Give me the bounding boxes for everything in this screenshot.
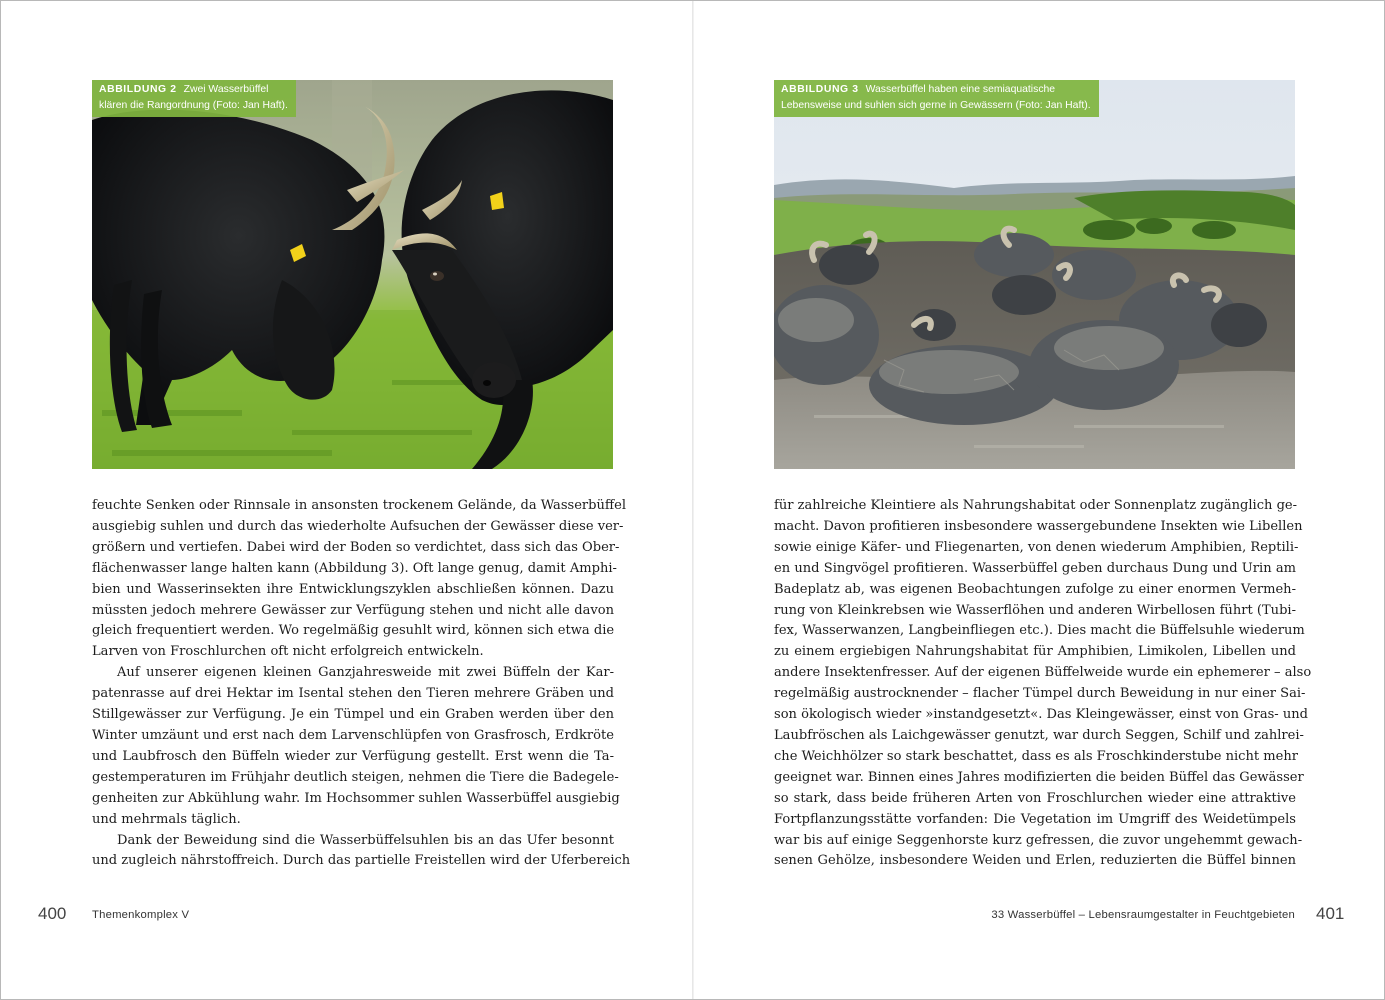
text-line: che Weichhölzer so stark beschattet, dass es als Froschkinderstube nicht mehr [774,748,1298,764]
text-line: ausgiebig suhlen und durch das wiederholte Aufsuchen der Gewässer diese ver- [92,518,624,534]
text-line: rung von Kleinkrebsen wie Wasserflöhen und anderen Wirbellosen führt (Tubi- [774,602,1296,618]
text-line: gestemperaturen im Frühjahr deutlich steigen, nehmen die Tiere die Badegele- [92,769,619,785]
photo-fighting-buffaloes [92,80,613,469]
page-number: 400 [38,904,67,923]
right-page [694,1,1384,999]
text-line: für zahlreiche Kleintiere als Nahrungshabitat oder Sonnenplatz zugänglich ge- [774,498,1298,513]
text-line: zu einem ergiebigen Nahrungshabitat für Amphibien, Limikolen, Libellen und [774,644,1296,660]
text-line: war bis auf einige Seggenhorste kurz gefressen, die zuvor ungehemmt gewach- [774,832,1303,848]
figure-3-caption-line1: Wasserbüffel haben eine semiaquatische [865,84,1056,95]
figure-3-caption [774,80,1099,117]
text-line: andere Insektenfresser. Auf der eigenen Büffelweide wurde ein ephemerer – also [774,665,1312,681]
figure-2-caption-line2: klären die Rangordnung (Foto: Jan Haft). [99,100,288,111]
page-number: 401 [1316,904,1345,923]
text-line: macht. Davon profitieren insbesondere wassergebundene Insekten wie Libellen [774,518,1303,534]
text-line: genheiten zur Abkühlung wahr. Im Hochsommer suhlen Wasserbüffel ausgiebig [92,790,620,806]
text-line: fex, Wasserwanzen, Langbeinfliegen etc.). Dies macht die Büffelsuhle wiederum [774,623,1305,639]
text-line: und Laubfrosch den Büffeln wieder zur Verfügung gestellt. Erst wenn die Ta- [92,748,614,764]
text-line: gleich frequentiert werden. Wo regelmäßig gesuhlt wird, können sich etwa die [92,623,615,639]
text-line: son ökologisch wieder »instandgesetzt«. Das Kleingewässer, einst von Gras- und [774,707,1309,723]
text-line: Laubfröschen als Laichgewässer genutzt, war durch Seggen, Schilf und zahlrei- [774,727,1304,743]
figure-3 [774,80,1295,469]
running-head: 33 Wasserbüffel – Lebensraumgestalter in Feuchtgebieten [991,909,1295,921]
text-line: und mehrmals täglich. [92,811,241,827]
text-line: Fortpflanzungsstätte vorfanden: Die Vegetation im Umgriff des Weidetümpels [774,811,1296,827]
figure-3-caption-line2: Lebensweise und suhlen sich gerne in Gewässern (Foto: Jan Haft). [781,100,1091,111]
text-line: senen Gehölze, insbesondere Weiden und Erlen, reduzierten die Büffel binnen [774,853,1296,869]
figure-2-caption-line1: Zwei Wasserbüffel [183,84,269,95]
text-line: Badeplatz ab, was eigenen Beobachtungen zufolge zu einer enormen Vermeh- [774,581,1296,597]
text-line: Stillgewässer zur Verfügung. Je ein Tümpel und ein Graben werden über den [92,707,614,723]
text-line: Larven von Froschlurchen oft nicht erfolgreich entwickeln. [92,644,484,660]
text-line: größern und vertiefen. Dabei wird der Boden so verdichtet, dass sich das Ober- [92,539,620,555]
text-line: en und Singvögel profitieren. Wasserbüffel geben durchaus Dung und Urin am [774,560,1296,576]
figure-2-caption [92,80,296,117]
left-body-text [92,496,631,872]
text-line: sowie einige Käfer- und Fliegenarten, von denen wiederum Amphibien, Reptili- [774,539,1299,555]
text-line: geeignet war. Binnen eines Jahres modifizierten die beiden Büffel das Gewässer [774,769,1304,785]
photo-wallowing-buffaloes [774,80,1295,469]
text-line: bien und Wasserinsekten ihre Entwicklungszyklen abschließen können. Dazu [92,581,614,597]
text-line: patenrasse auf drei Hektar im Isental stehen den Tieren mehrere Gräben und [92,686,614,702]
running-head: Themenkomplex V [92,909,190,921]
text-line: Dank der Beweidung sind die Wasserbüffelsuhlen bis an das Ufer besonnt [117,832,614,848]
figure-3-label: ABBILDUNG 3 [781,84,859,95]
text-line: Auf unserer eigenen kleinen Ganzjahresweide mit zwei Büffeln der Kar- [117,665,614,681]
right-body-text [774,496,1312,872]
text-line: müssten jedoch mehrere Gewässer zur Verfügung stehen und nicht alle davon [92,602,614,618]
text-line: und zugleich nährstoffreich. Durch das partielle Freistellen wird der Uferbereich [92,853,631,869]
left-page [1,1,692,999]
text-line: Winter umzäunt und erst nach dem Larvenschlüpfen von Grasfrosch, Erdkröte [92,727,614,743]
text-line: so stark, dass beide früheren Arten von Froschlurchen wieder eine attraktive [774,790,1296,806]
text-line: flächenwasser lange halten kann (Abbildung 3). Oft lange genug, damit Amphi- [92,560,617,576]
text-line: feuchte Senken oder Rinnsale in ansonsten trockenem Gelände, da Wasserbüffel [92,498,627,513]
figure-2-label: ABBILDUNG 2 [99,84,177,95]
figure-2 [92,80,613,469]
text-line: regelmäßig austrocknender – flacher Tümpel durch Beweidung in nur einer Sai- [774,686,1306,702]
